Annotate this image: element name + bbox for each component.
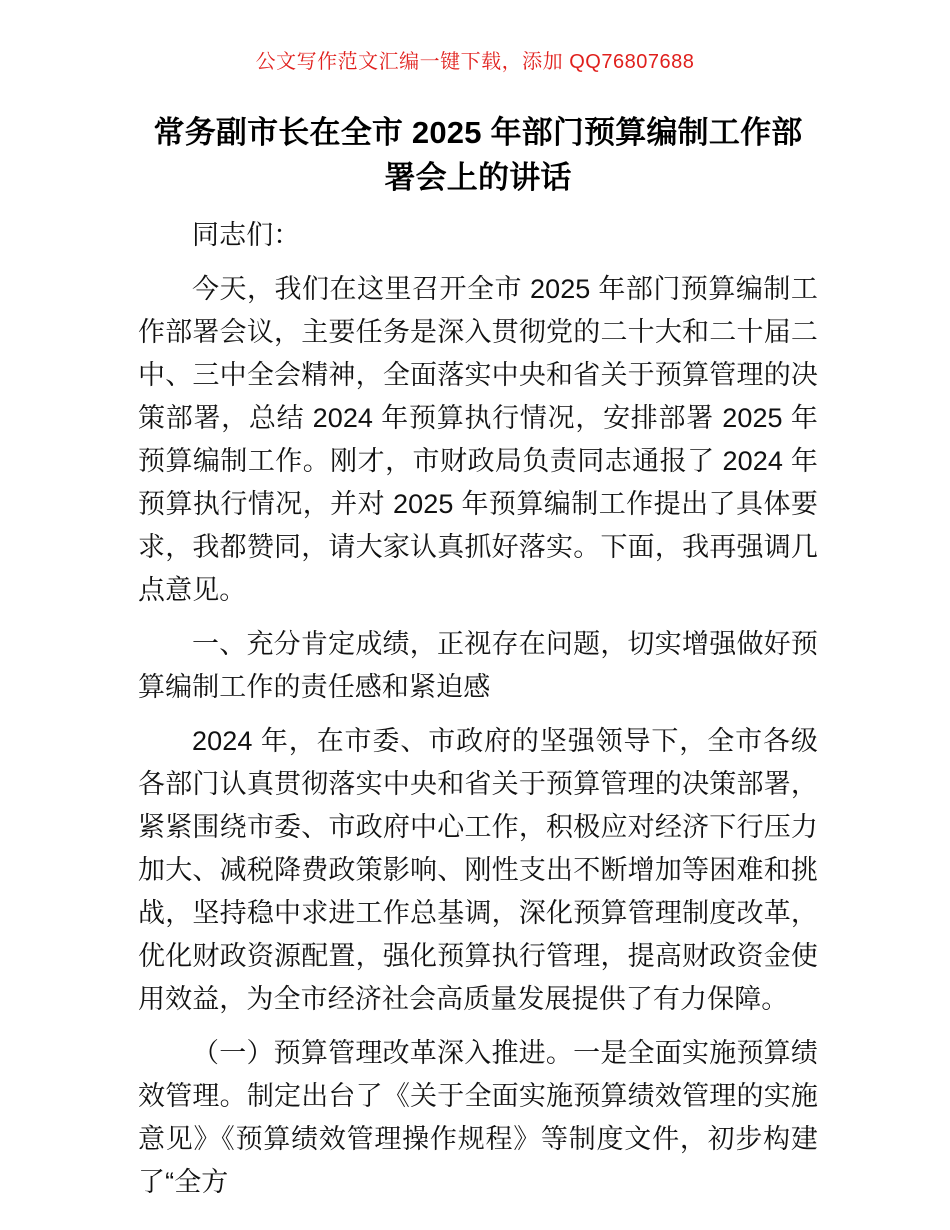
promo-banner [0,52,950,72]
page-title: 常务副市长在全市 2025 年部门预算编制工作部署会上的讲话 [153,115,803,195]
paragraph-subsection-one: （一）预算管理改革深入推进。一是全面实施预算绩效管理。制定出台了《关于全面实施预算绩效管理的实施意见》《预算绩效管理操作规程》等制度文件，初步构建了“全方 [138,1038,818,1197]
paragraph-opening-remarks: 今天，我们在这里召开全市 2025 年部门预算编制工作部署会议，主要任务是深入贯彻党的二十大和二十届二中、三中全会精神，全面落实中央和省关于预算管理的决策部署，总结 2024 年预算执行情况，安排部署 2025 年预算编制工作。刚才，市财政局负责同志通报了 2024 年预算执行情况，并对 2025 年预算编制工作提出了具体要求，我都赞同，请大家认真抓好落实。下面，我再强调几点意见。 [138,274,818,605]
section-heading-one: 一、充分肯定成绩，正视存在问题，切实增强做好预算编制工作的责任感和紧迫感 [138,629,818,702]
promo-text: 公文写作范文汇编一键下载，添加 QQ76807688 [255,51,695,73]
document-content [138,110,818,1204]
paragraph-review-2024: 2024 年，在市委、市政府的坚强领导下，全市各级各部门认真贯彻落实中央和省关于预算管理的决策部署，紧紧围绕市委、市政府中心工作，积极应对经济下行压力加大、减税降费政策影响、刚性支出不断增加等困难和挑战，坚持稳中求进工作总基调，深化预算管理制度改革，优化财政资源配置，强化预算执行管理，提高财政资金使用效益，为全市经济社会高质量发展提供了有力保障。 [138,726,818,1014]
paragraph-salutation: 同志们： [192,220,301,250]
